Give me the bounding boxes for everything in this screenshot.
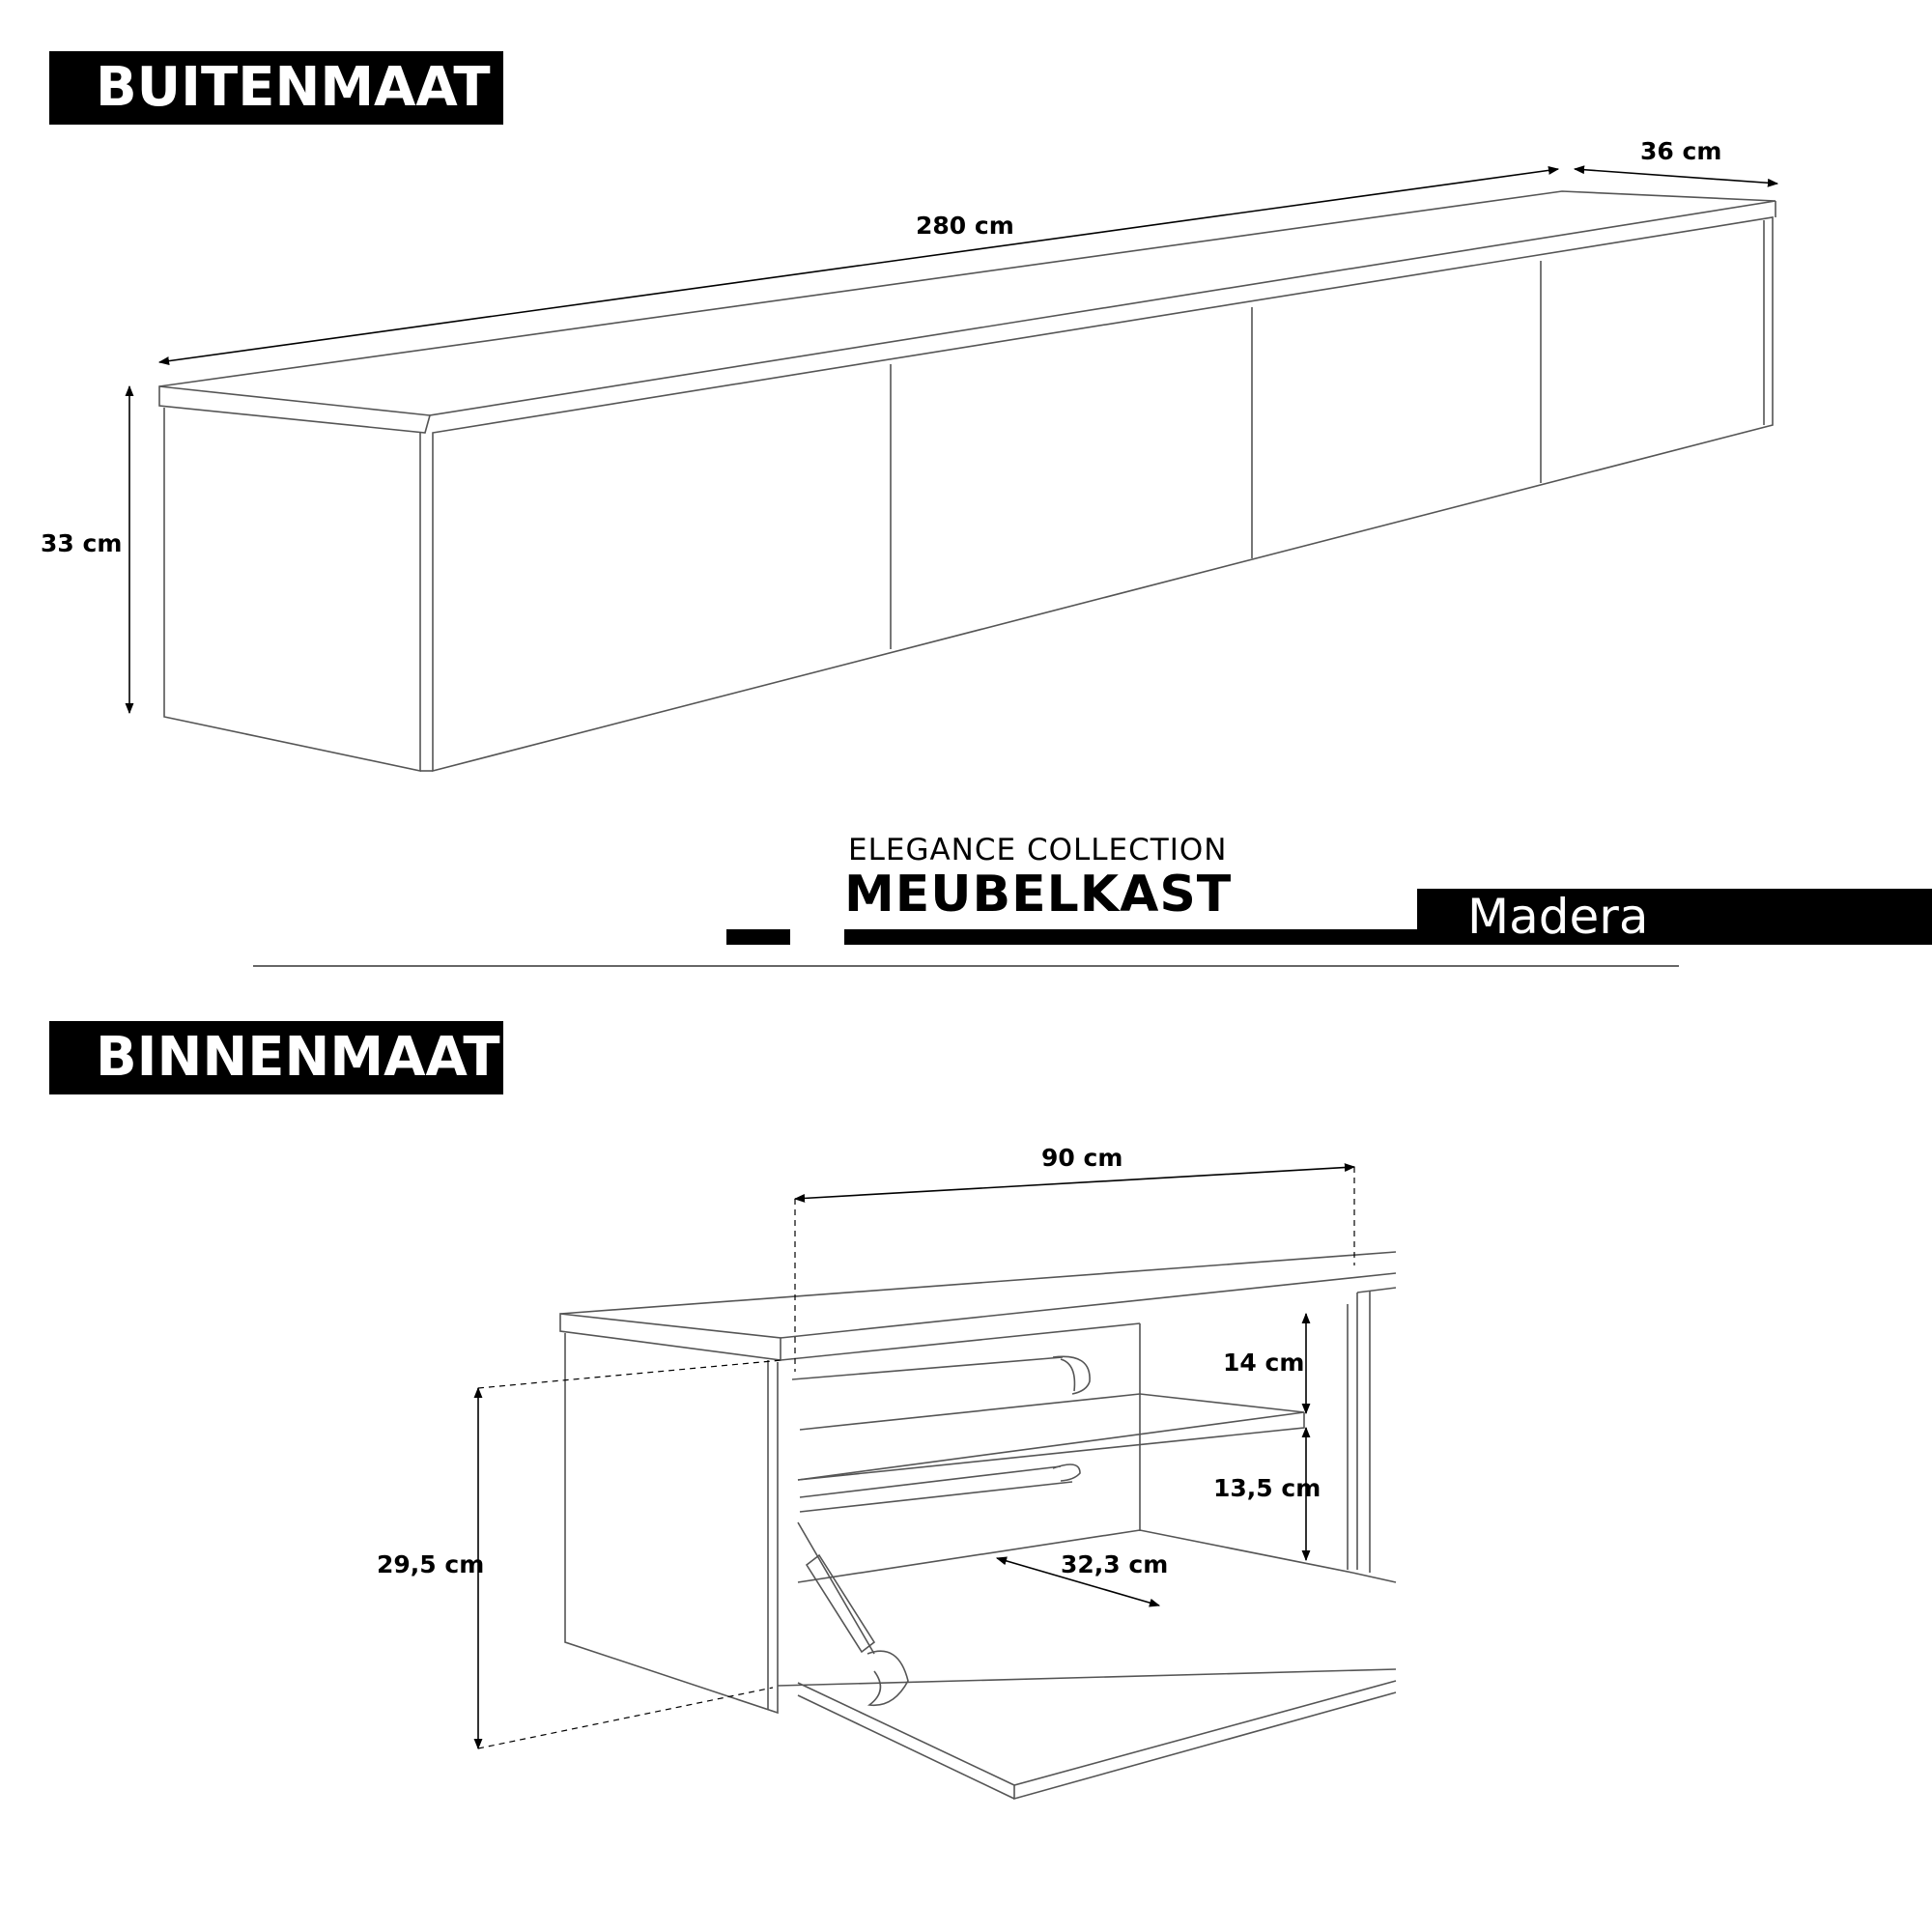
- dashed-extension-lines: [478, 1167, 1354, 1748]
- brand-underline-long: [844, 929, 1424, 945]
- inner-depth-label: 32,3 cm: [1061, 1550, 1169, 1578]
- outer-length-label: 280 cm: [916, 212, 1014, 240]
- inner-width-label: 90 cm: [1041, 1144, 1123, 1172]
- inner-total-height-label: 29,5 cm: [377, 1550, 485, 1578]
- inner-cabinet-drawing: [560, 1252, 1396, 1799]
- outer-height-label: 33 cm: [41, 529, 123, 557]
- inner-dimension-lines: [478, 1167, 1354, 1748]
- product-name: MEUBELKAST: [844, 866, 1233, 923]
- collection-name: ELEGANCE COLLECTION: [848, 833, 1228, 867]
- outer-title-text: BUITENMAAT: [96, 56, 491, 119]
- outer-depth-label: 36 cm: [1640, 137, 1722, 165]
- inner-title-text: BINNENMAAT: [96, 1026, 500, 1089]
- upper-compartment-height-label: 14 cm: [1223, 1349, 1305, 1377]
- outer-cabinet-drawing: [159, 191, 1776, 771]
- lower-compartment-height-label: 13,5 cm: [1213, 1474, 1321, 1502]
- outer-dimension-lines: [129, 169, 1777, 713]
- model-badge: [1417, 889, 1932, 945]
- brand-underline-short: [726, 929, 790, 945]
- model-name: Madera: [1467, 889, 1649, 945]
